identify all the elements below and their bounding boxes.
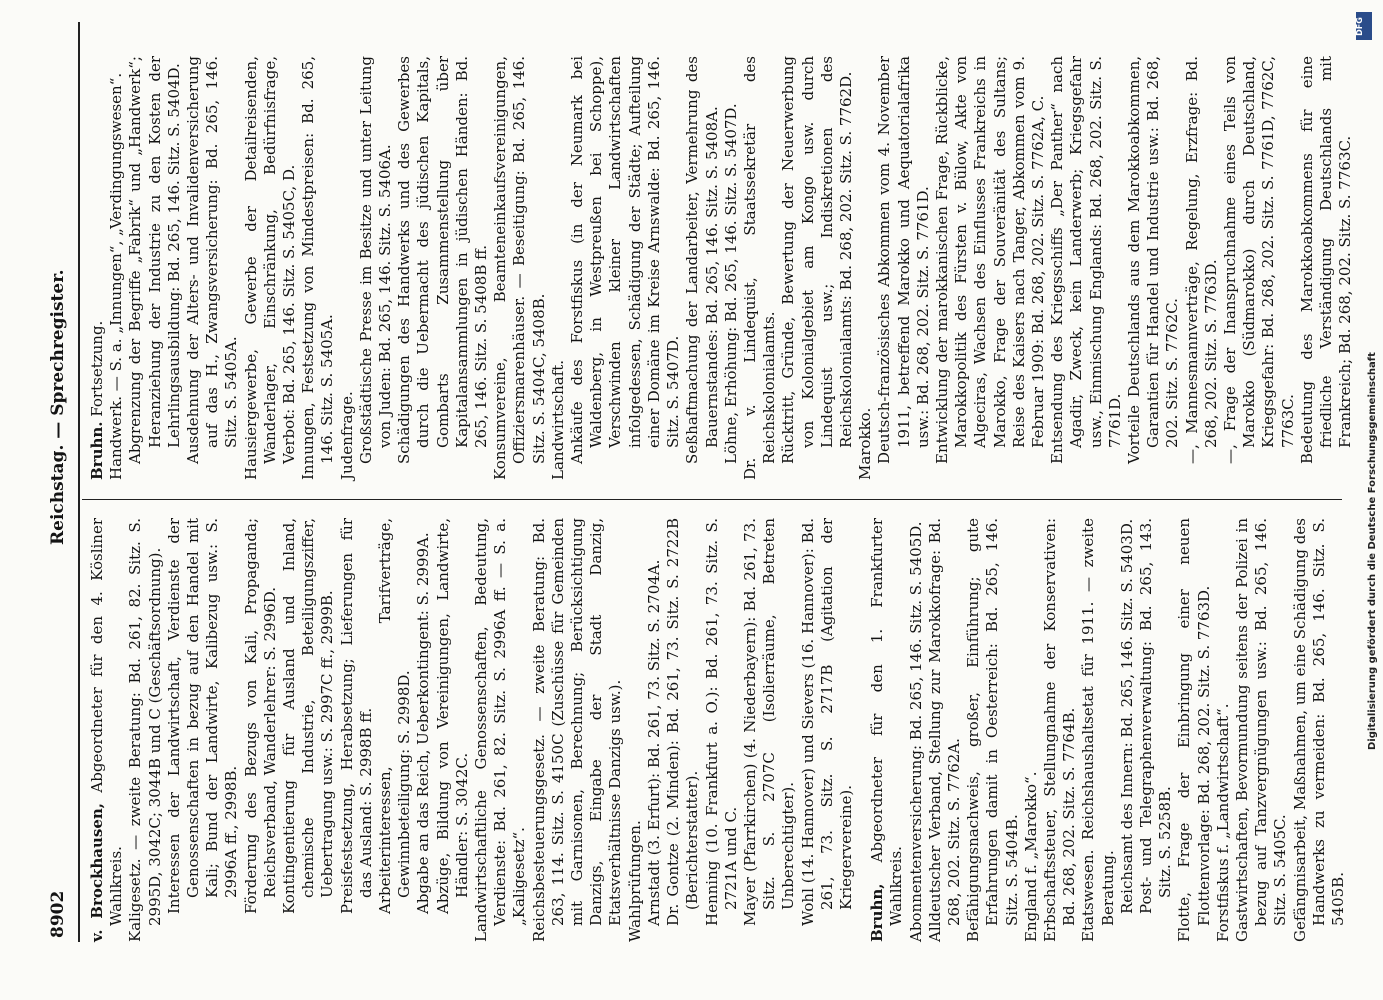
- index-subentry: Henning (10. Frankfurt a. O.): Bd. 261, 73. Sitz. S. 2721A und C.: [702, 518, 740, 926]
- index-subentry: Dr. Gontze (2. Minden): Bd. 261, 73. Sitz. S. 2722B (Berichterstatter).: [664, 518, 702, 926]
- index-entry: Erbschaftssteuer, Stellungnahme der Konservativen: Bd. 268, 202. Sitz. S. 7764B.: [1040, 518, 1079, 942]
- index-subentry: Preisfestsetzung, Herabsetzung; Lieferungen für das Ausland: S. 2998B ff.: [337, 518, 375, 914]
- index-subentry: Bedeutung des Marokkoabkommens für eine friedliche Verständigung Deutschlands mit Frankreich; Bd. 268, 202. Sitz. S. 7763C.: [1297, 56, 1355, 464]
- rotated-page-content: [34, 0, 1355, 1000]
- dfg-logo-text: DFG: [1354, 17, 1364, 36]
- index-entry: Konsumvereine, Beamteneinkaufsvereinigungen, Offiziersmarenhäuser. — Beseitigung: Bd. 265, 146. Sitz. S. 5404C, 5408B.: [491, 56, 548, 480]
- speaker-heading: [88, 56, 107, 480]
- index-subentry: Deutsch-französisches Abkommen vom 4. November 1911, betreffend Marokko und Aequatorialafrika usw.: Bd. 268, 202. Sitz. S. 7761D.: [875, 56, 932, 464]
- index-subentry: Löhne, Erhöhung: Bd. 265, 146. Sitz. S. 5407D.: [721, 103, 740, 464]
- index-entry: Flotte, Frage der Einbringung einer neuen Flottenvorlage: Bd. 268, 202. Sitz. S. 7763D.: [1175, 518, 1213, 942]
- index-entry: England f. „Marokko“.: [1021, 771, 1040, 942]
- index-subentry: Abzüge, Bildung von Vereinigungen, Landwirte, Händler: S. 3042C.: [433, 518, 471, 914]
- index-entry: Etatswesen. Reichshaushaltsetat für 1911. — zweite Beratung.: [1079, 518, 1117, 942]
- index-subentry: Entwicklung der marokkanischen Frage, Rückblicke, Marokkopolitik des Fürsten v. Bülow, Akte von Algeciras, Wachsen des Einflusses Frankreichs in Marokko, Frage der Souveränität des Sultans; Reise des Kaisers nach Tanger, Abkommen vom 9. Februar 1909: Bd. 268, 202. Sitz. S. 7762A, C.: [932, 56, 1047, 464]
- index-entry: Kaligesetz. — zweite Beratung: Bd. 261, 82. Sitz. S. 2995D, 3042C; 3044B und C (Geschäftsordnung).: [126, 518, 164, 942]
- index-entry: Gastwirtschaften, Bevormundung seitens der Polizei in bezug auf Tanzvergnügungen usw.: Bd. 265, 146. Sitz. S. 5405C.: [1232, 518, 1290, 942]
- index-subentry: —, Frage der Inanspruchnahme eines Teils von Marokko (Südmarokko) durch Deutschland, Kriegsgefahr: Bd. 268, 202. Sitz. S. 7761D, 7762C, 7763C.: [1220, 56, 1297, 464]
- page-header: [34, 0, 84, 1000]
- index-subentry: Entsendung des Kriegsschiffs „Der Panther“ nach Agadir, Zweck, kein Landerwerb; Kriegsgefahr usw., Einmischung Englands: Bd. 268, 202. Sitz. S. 7761D.: [1048, 56, 1124, 464]
- speaker-heading: [88, 518, 126, 942]
- speaker-description: Abgeordneter für den 4. Kösliner Wahlkreis.: [88, 518, 126, 926]
- speaker-name: Bruhn,: [868, 883, 887, 942]
- index-subentry: Vorteile Deutschlands aus dem Marokkoabkommen, Garantien für Handel und Industrie usw.: Bd. 268, 202. Sitz. S. 7762C.: [1124, 56, 1182, 464]
- continuation-label: Fortsetzung.: [88, 320, 106, 422]
- index-subentry: Seßhaftmachung der Landarbeiter, Vermehrung des Bauernstandes: Bd. 265, 146. Sitz. S. 5408A.: [683, 56, 721, 464]
- running-head: Reichstag. — Sprechregister.: [48, 269, 68, 545]
- speaker-name: v. Brockhausen,: [88, 802, 106, 942]
- index-subentry: Arbeiterinteressen, Tarifverträge, Gewinnbeteiligung: S. 2998D.: [376, 518, 414, 914]
- index-entry: Marokko.: [856, 407, 875, 480]
- index-subentry: Reichsamt des Innern: Bd. 265, 146. Sitz. S. 5403D.: [1117, 518, 1136, 914]
- index-entry: Alldeutscher Verband, Stellung zur Marokkofrage: Bd. 268, 202. Sitz. S. 7762A.: [925, 518, 963, 942]
- index-entry: Hausiergewerbe, Gewerbe der Detailreisenden, Wanderlager, Einschränkung, Bedürfnisfrage, Verbot: Bd. 265, 146. Sitz. S. 5405C, D.: [241, 56, 299, 480]
- index-subentry: Ankäufe des Forstfiskus (in der Neumark bei Waldenberg, in Westpreußen bei Schoppe), Verschwinden kleiner Landwirtschaften infolgedessen, Schädigung der Städte; Aufteilung einer Domäne im Kreise Arnswalde: Bd. 265, 146. Sitz. S. 5407D.: [568, 56, 683, 464]
- index-subentry: Förderung des Bezugs von Kali, Propaganda; Reichsverband, Wanderlehrer: S. 2996D.: [241, 518, 279, 914]
- index-subentry: Mayer (Pfarrkirchen) (4. Niederbayern): Bd. 261, 73. Sitz. S. 2707C (Isolierräume, Betreten Unberechtigter).: [740, 518, 798, 926]
- index-subentry: Abgrenzung der Begriffe „Fabrik“ und „Handwerk“; Heranziehung der Industrie zu den Kosten der Lehrlingsausbildung: Bd. 265, 146. Sitz. S. 5404D.: [126, 56, 183, 464]
- index-entry: Befähigungsnachweis, großer, Einführung; gute Erfahrungen damit in Oesterreich: Bd. 265, 146. Sitz. S. 5404B.: [964, 518, 1021, 942]
- index-subentry: Kontingentierung für Ausland und Inland, chemische Industrie, Beteiligungsziffer, Uebertragung usw.: S. 2997C ff., 2999B.: [280, 518, 337, 914]
- page-number: 8902: [48, 890, 68, 938]
- index-entry: Abonnentenversicherung: Bd. 265, 146. Sitz. S. 5405D.: [906, 521, 925, 942]
- index-entry: Handwerk. — S. a. „Innungen“, „Verdingungswesen“.: [107, 72, 126, 480]
- index-entry: Forstfiskus f. „Landwirtschaft“.: [1213, 703, 1232, 942]
- index-subentry: Wohl (14. Hannover) und Sievers (16. Hannover): Bd. 261, 73. Sitz. S. 2717B (Agitation der Kriegervereine).: [798, 518, 855, 926]
- index-entry: Gefängnisarbeit, Maßnahmen, um eine Schädigung des Handwerks zu vermeiden: Bd. 265, 146. Sitz. S. 5405B.: [1290, 518, 1347, 942]
- speaker-name: Bruhn.: [88, 421, 106, 480]
- digitization-note: Digitalisierung gefördert durch die Deutsche Forschungsgemeinschaft: [1367, 352, 1378, 750]
- speaker-description: Abgeordneter für den 1. Frankfurter Wahlkreis.: [868, 518, 906, 926]
- index-subentry: Ausdehnung der Alters- und Invalidenversicherung auf das H., Zwangsversicherung: Bd. 265, 146. Sitz. S. 5405A.: [184, 56, 241, 464]
- index-entry: Reichsbesteuerungsgesetz. — zweite Beratung: Bd. 263, 114. Sitz. S. 4150C (Zuschüsse für Gemeinden mit Garnisonen, Berechnung; Berücksichtigung Danzigs, Eingabe der Stadt Danzig, Etatsverhältnisse Danzigs usw.).: [529, 518, 625, 942]
- index-subentry: Post- und Telegraphenverwaltung: Bd. 265, 143. Sitz. S. 5258B.: [1136, 518, 1175, 914]
- index-subentry: Interessen der Landwirtschaft, Verdienste der Genossenschaften in bezug auf den Handel mit Kali; Bund der Landwirte, Kalibezug usw.: S. 2996A ff., 2998B.: [164, 518, 241, 914]
- index-entry: Judenfrage.: [337, 391, 356, 480]
- dfg-logo: [1356, 12, 1372, 40]
- index-subentry: Arnstadt (3. Erfurt): Bd. 261, 73. Sitz. S. 2704A.: [644, 559, 663, 926]
- index-subentry: Schädigungen des Handwerks und des Gewerbes durch die Uebermacht des jüdischen Kapitals, Gombarts Zusammenstellung über Kapitalansammlungen in jüdischen Händen: Bd. 265, 146. Sitz. S. 5408B ff.: [395, 56, 491, 464]
- right-column: [88, 56, 1355, 480]
- index-entry: Wahlprüfungen.: [625, 820, 644, 942]
- index-entry: Dr. v. Lindequist, Staatssekretär des Reichskolonialamts.: [740, 56, 779, 480]
- index-subentry: —, Mannesmannverträge, Regelung, Erzfrage: Bd. 268, 202. Sitz. S. 7763D.: [1182, 56, 1220, 464]
- index-entry: Innungen, Festsetzung von Mindestpreisen: Bd. 265, 146. Sitz. S. 5405A.: [299, 56, 337, 480]
- index-subentry: Großstädtische Presse im Besitze und unter Leitung von Juden: Bd. 265, 146. Sitz. S. 5406A.: [356, 56, 395, 464]
- speaker-heading: [868, 518, 906, 942]
- index-entry: Landwirtschaftliche Genossenschaften, Bedeutung, Verdienste: Bd. 261, 82. Sitz. S. 2996A ff. — S. a. „Kaligesetz“.: [472, 518, 529, 942]
- index-subentry: Abgabe an das Reich, Ueberkontingent: S. 2999A.: [414, 532, 433, 914]
- column-divider: [82, 499, 1342, 500]
- header-rule: [78, 22, 80, 942]
- index-entry: Landwirtschaft.: [548, 359, 567, 480]
- left-column: [88, 518, 1347, 942]
- index-subentry: Rücktritt, Gründe, Bewertung der Neuerwerbung von Kolonialgebiet am Kongo usw. durch Lindequist usw.; Indiskretionen des Reichskolonialamts: Bd. 268, 202. Sitz. S. 7762D.: [779, 56, 855, 464]
